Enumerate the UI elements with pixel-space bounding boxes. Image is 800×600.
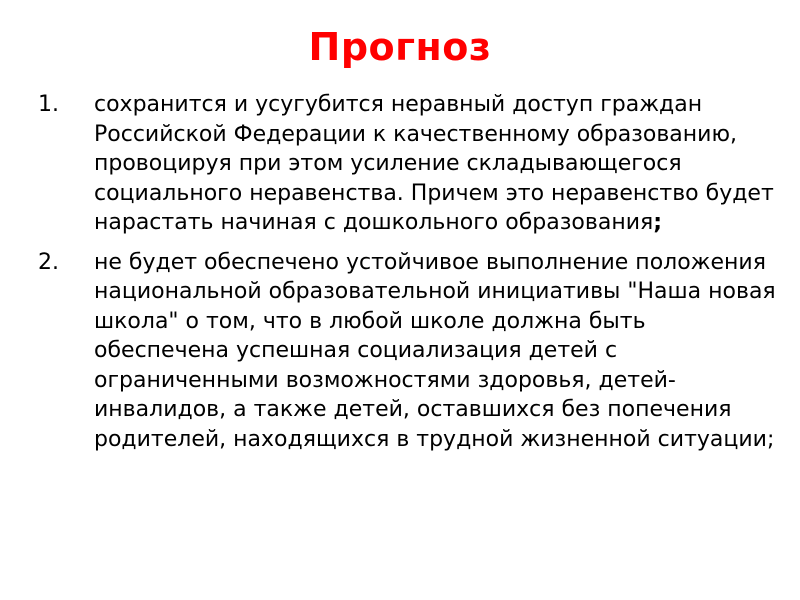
list-item: [38, 248, 778, 455]
list-item-text: не будет обеспечено устойчивое выполнение положения национальной образовательной инициативы "Наша новая школа" о том, что в любой школе должна быть обеспечена успешная социализация детей с ограниченными возможностями здоровья, детей-инвалидов, а также детей, оставшихся без попечения родителей, находящихся в трудной жизненной ситуации;: [94, 249, 776, 452]
list-item-text: сохранится и усугубится неравный доступ граждан Российской Федерации к качественному образованию, провоцируя при этом усиление складывающегося социального неравенства. Причем это неравенство будет нарастать начиная с дошкольного образования: [94, 92, 774, 235]
list-item: [38, 90, 778, 238]
list-item-number: 2.: [38, 249, 59, 275]
list-item-end-punctuation: ;: [653, 210, 663, 235]
slide-title: Прогноз: [308, 25, 492, 69]
list-item-number: 1.: [38, 92, 59, 117]
forecast-list: [38, 90, 778, 464]
